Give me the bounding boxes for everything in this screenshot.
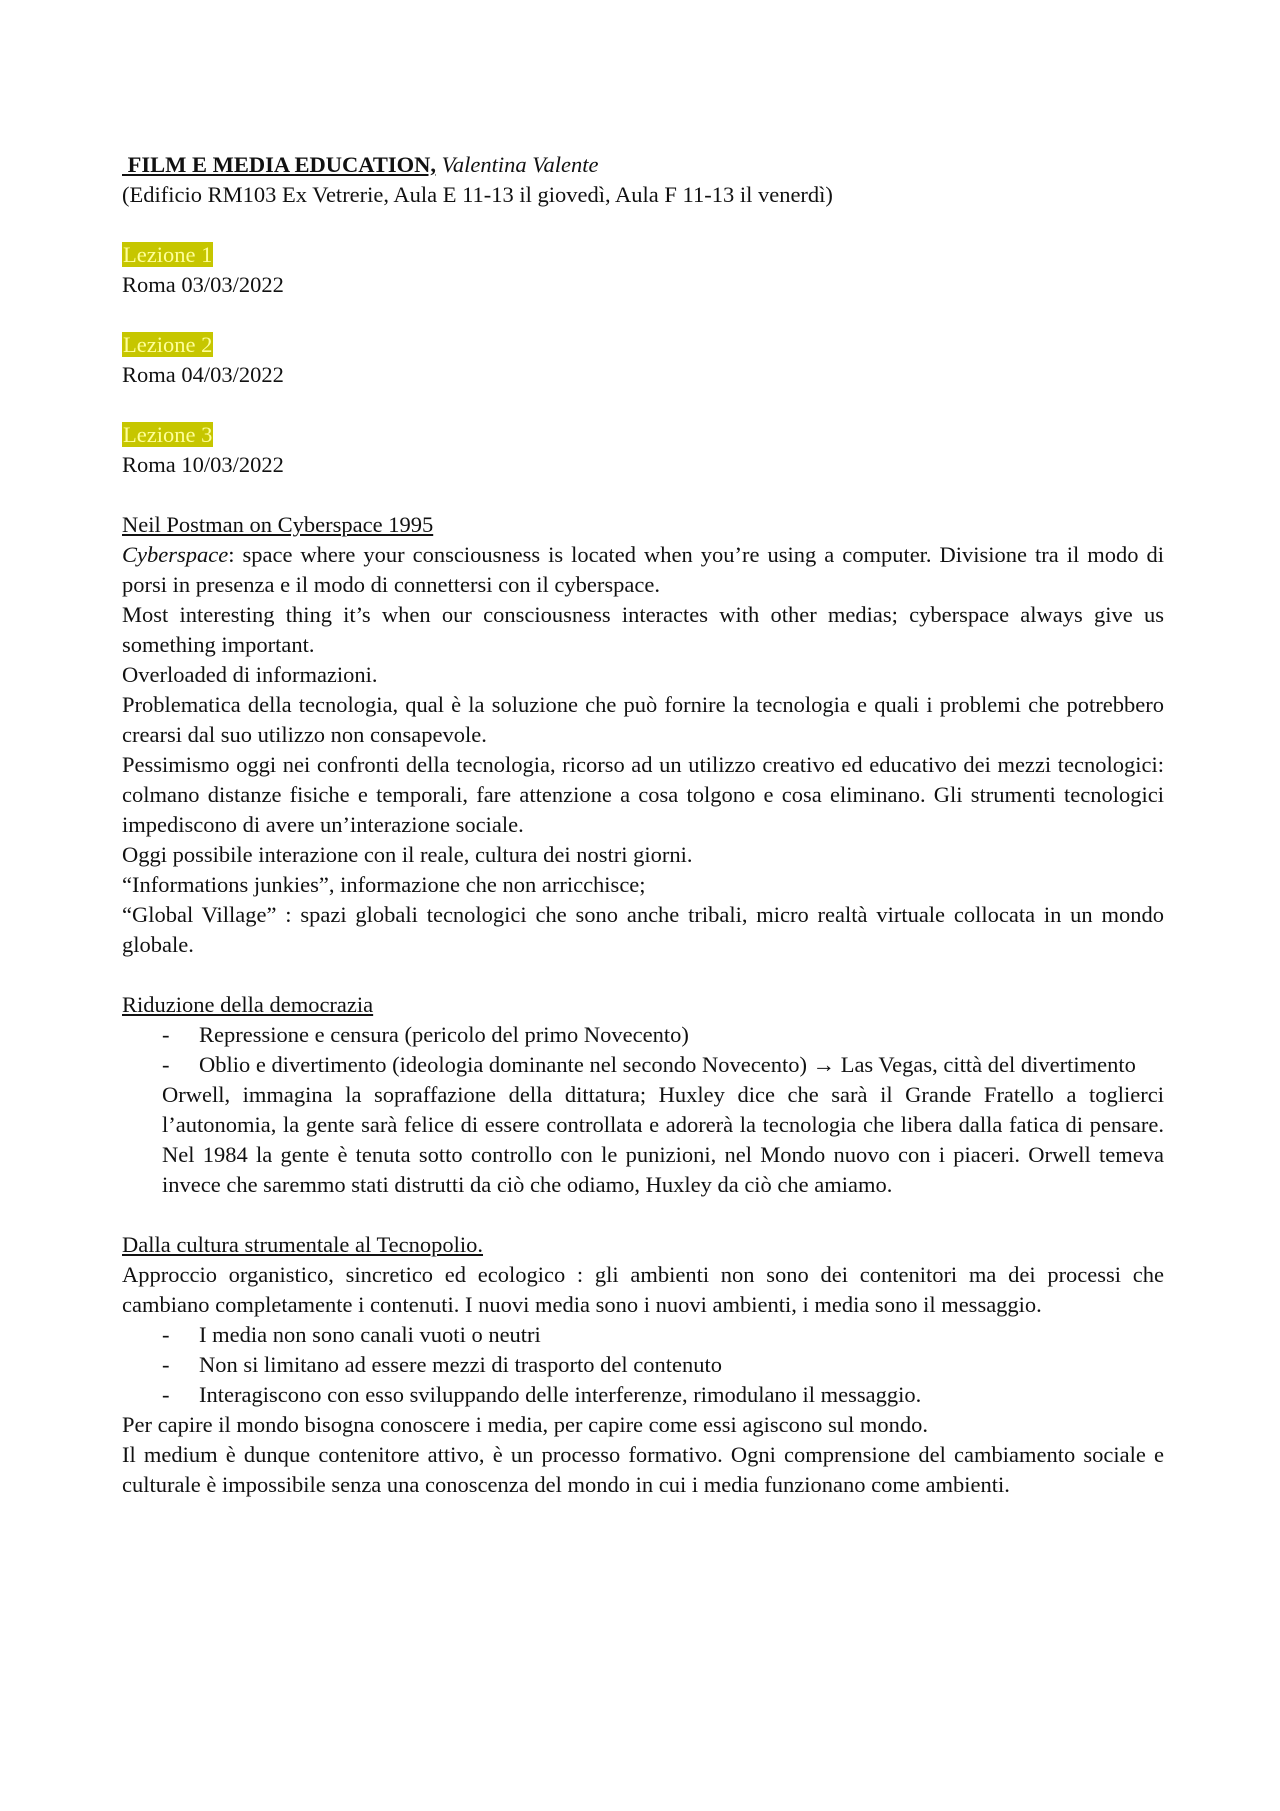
cyberspace-term: Cyberspace bbox=[122, 542, 229, 567]
dash-bullet: - bbox=[162, 1382, 170, 1407]
list-item bbox=[122, 1320, 1164, 1350]
list-item-text: I media non sono canali vuoti o neutri bbox=[199, 1322, 541, 1347]
section-heading-democrazia: Riduzione della democrazia bbox=[122, 992, 374, 1017]
course-location: (Edificio RM103 Ex Vetrerie, Aula E 11-13 il giovedì, Aula F 11-13 il venerdì) bbox=[122, 182, 833, 207]
paragraph: Per capire il mondo bisogna conoscere i media, per capire come essi agiscono sul mondo. bbox=[122, 1412, 929, 1437]
spacer bbox=[122, 300, 1164, 330]
list-item bbox=[122, 1380, 1164, 1410]
document-body bbox=[122, 150, 1164, 1500]
lesson-2-date: Roma 04/03/2022 bbox=[122, 362, 284, 387]
paragraph bbox=[122, 540, 1164, 600]
bullet-list bbox=[122, 1320, 1164, 1410]
spacer bbox=[122, 480, 1164, 510]
course-author: Valentina Valente bbox=[441, 152, 599, 177]
paragraph: Il medium è dunque contenitore attivo, è un processo formativo. Ogni comprensione del cambiamento sociale e culturale è impossibile senza una conoscenza del mondo in cui i media funzionano come ambienti. bbox=[122, 1442, 1164, 1497]
paragraph: Pessimismo oggi nei confronti della tecnologia, ricorso ad un utilizzo creativo ed educativo dei mezzi tecnologici: colmano distanze fisiche e temporali, fare attenzione a cosa tolgono e cosa eliminano. Gli strumenti tecnologici impediscono di avere un’interazione sociale. bbox=[122, 752, 1164, 837]
document-header bbox=[122, 150, 1164, 180]
paragraph: Orwell, immagina la sopraffazione della dittatura; Huxley dice che sarà il Grande Fratello a toglierci l’autonomia, la gente sarà felice di essere controllata e adorerà la tecnologia che libera dalla fatica di pensare. Nel 1984 la gente è tenuta sotto controllo con le punizioni, nel Mondo nuovo con i piaceri. Orwell temeva invece che saremmo stati distrutti da ciò che odiamo, Huxley da ciò che amiamo. bbox=[162, 1082, 1164, 1197]
dash-bullet: - bbox=[162, 1022, 170, 1047]
paragraph: Most interesting thing it’s when our consciousness interactes with other medias; cyberspace always give us something important. bbox=[122, 602, 1164, 657]
dash-bullet: - bbox=[162, 1322, 170, 1347]
cyberspace-definition: : space where your consciousness is located when you’re using a computer. Divisione tra il modo di porsi in presenza e il modo di connettersi con il cyberspace. bbox=[122, 542, 1164, 597]
list-item bbox=[122, 1050, 1164, 1080]
lesson-1-date: Roma 03/03/2022 bbox=[122, 272, 284, 297]
lesson-label bbox=[122, 420, 1164, 450]
lesson-3-label: Lezione 3 bbox=[123, 422, 213, 447]
spacer bbox=[122, 210, 1164, 240]
paragraph: Approccio organistico, sincretico ed ecologico : gli ambienti non sono dei contenitori ma dei processi che cambiano completamente i contenuti. I nuovi media sono i nuovi ambienti, i media sono il messaggio. bbox=[122, 1262, 1164, 1317]
section-heading-cyberspace: Neil Postman on Cyberspace 1995 bbox=[122, 512, 434, 537]
lesson-3-date: Roma 10/03/2022 bbox=[122, 452, 284, 477]
list-item bbox=[122, 1350, 1164, 1380]
list-item bbox=[122, 1020, 1164, 1050]
paragraph: Oggi possibile interazione con il reale, cultura dei nostri giorni. bbox=[122, 842, 693, 867]
list-item-text: Non si limitano ad essere mezzi di trasporto del contenuto bbox=[199, 1352, 722, 1377]
bullet-list bbox=[122, 1020, 1164, 1080]
lesson-label bbox=[122, 330, 1164, 360]
paragraph: Overloaded di informazioni. bbox=[122, 662, 378, 687]
lesson-label bbox=[122, 240, 1164, 270]
course-title: FILM E MEDIA EDUCATION, bbox=[122, 152, 436, 177]
paragraph: “Informations junkies”, informazione che non arricchisce; bbox=[122, 872, 646, 897]
spacer bbox=[122, 390, 1164, 420]
list-item-text: Oblio e divertimento (ideologia dominante nel secondo Novecento) → Las Vegas, città del divertimento bbox=[199, 1052, 1136, 1077]
paragraph: “Global Village” : spazi globali tecnologici che sono anche tribali, micro realtà virtuale collocata in un mondo globale. bbox=[122, 902, 1164, 957]
section-heading-tecnopolio: Dalla cultura strumentale al Tecnopolio. bbox=[122, 1232, 484, 1257]
list-item-text: Interagiscono con esso sviluppando delle interferenze, rimodulano il messaggio. bbox=[199, 1382, 922, 1407]
lesson-2-label: Lezione 2 bbox=[123, 332, 213, 357]
dash-bullet: - bbox=[162, 1352, 170, 1377]
paragraph: Problematica della tecnologia, qual è la soluzione che può fornire la tecnologia e quali i problemi che potrebbero crearsi dal suo utilizzo non consapevole. bbox=[122, 692, 1164, 747]
spacer bbox=[122, 960, 1164, 990]
dash-bullet: - bbox=[162, 1052, 170, 1077]
list-item-text: Repressione e censura (pericolo del primo Novecento) bbox=[199, 1022, 689, 1047]
lesson-1-label: Lezione 1 bbox=[123, 242, 213, 267]
spacer bbox=[122, 1200, 1164, 1230]
